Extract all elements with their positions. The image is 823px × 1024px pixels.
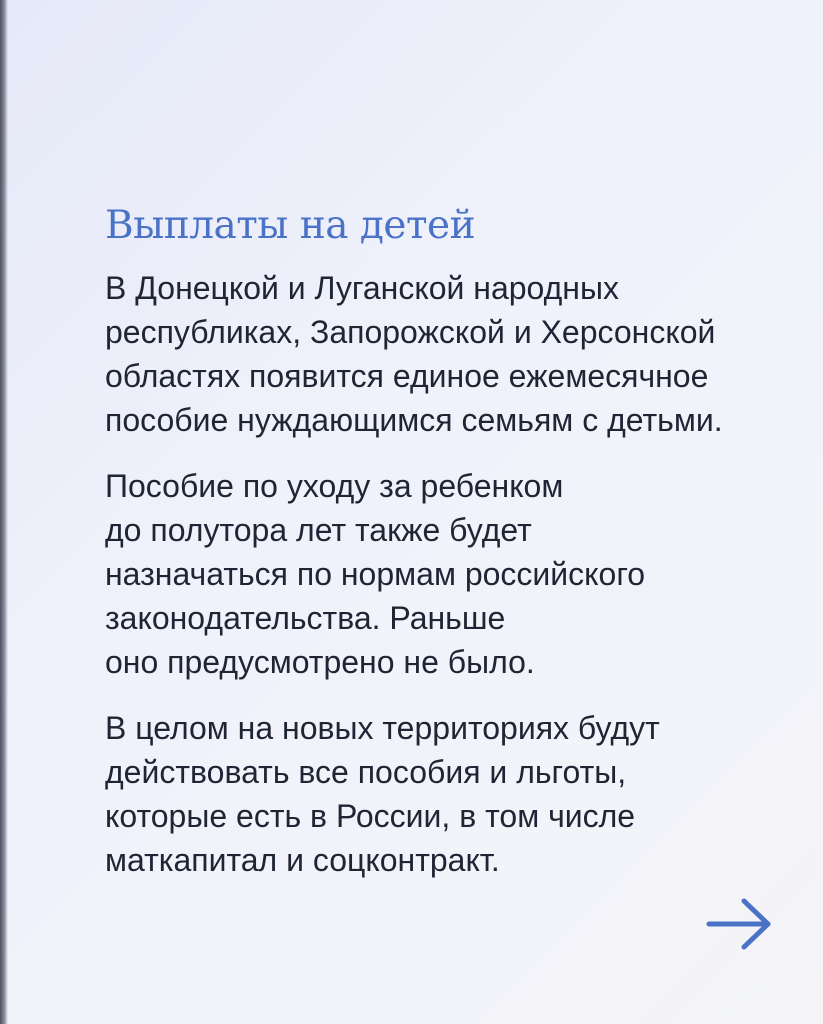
paragraph-3: В целом на новых территориях будут действовать все пособия и льготы, которые есть в России, в том числе маткапитал и соцконтракт. — [105, 710, 660, 878]
arrow-right-icon — [706, 896, 774, 952]
left-edge-shadow — [0, 0, 8, 1024]
slide-title: Выплаты на детей — [105, 203, 476, 248]
slide-content — [105, 196, 795, 904]
paragraph-1: В Донецкой и Луганской народных республиках, Запорожской и Херсонской областях появится единое ежемесячное пособие нуждающимся семьям с детьми. — [105, 270, 723, 438]
next-slide-button[interactable] — [706, 896, 774, 952]
paragraph-2: Пособие по уходу за ребенком до полутора лет также будет назначаться по нормам российского законодательства. Раньше оно предусмотрено не было. — [105, 468, 646, 680]
